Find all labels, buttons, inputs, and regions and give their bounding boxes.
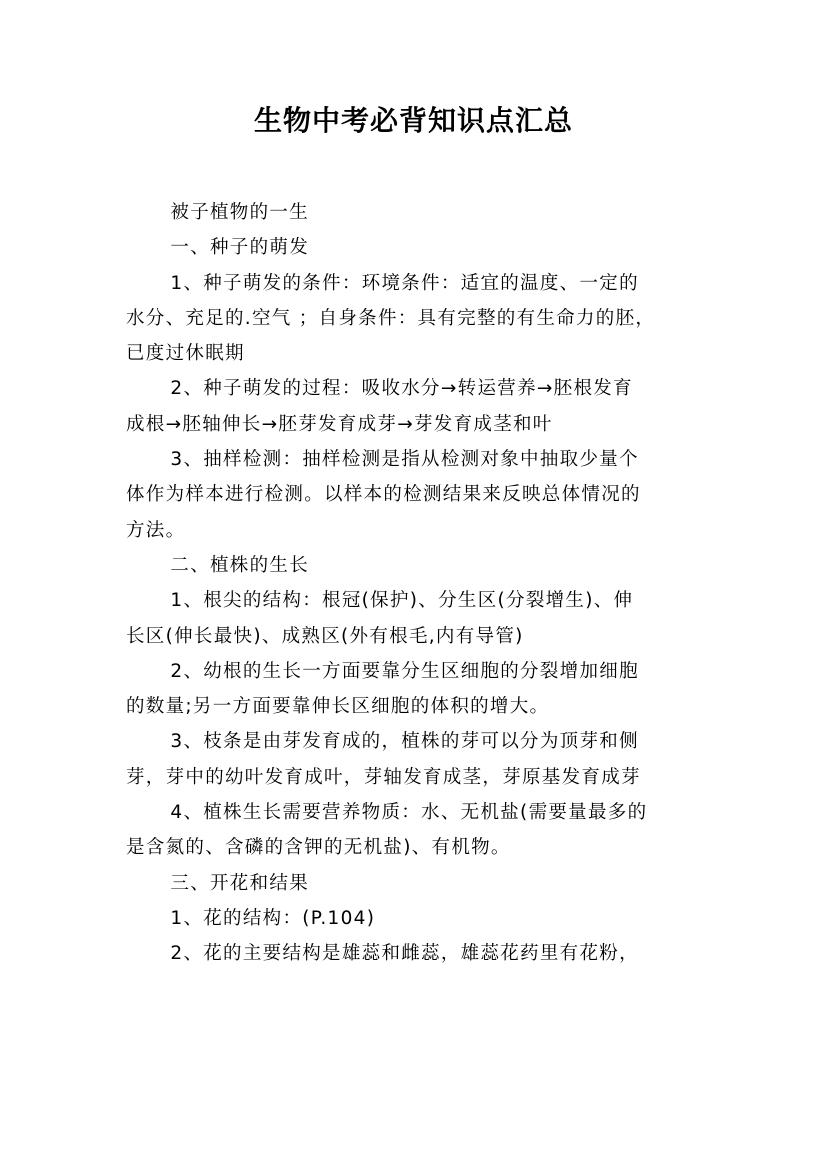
paragraph bbox=[126, 583, 706, 654]
text-line: 3、枝条是由芽发育成的，植株的芽可以分为顶芽和侧 bbox=[170, 731, 639, 753]
text-line: 芽，芽中的幼叶发育成叶，芽轴发育成茎，芽原基发育成芽 bbox=[126, 766, 641, 788]
document-title: 生物中考必背知识点汇总 bbox=[253, 104, 573, 137]
text-line: 成根→胚轴伸长→胚芽发育成芽→芽发育成茎和叶 bbox=[126, 413, 553, 435]
paragraph bbox=[126, 442, 706, 548]
paragraph bbox=[126, 266, 706, 372]
paragraph bbox=[126, 654, 706, 725]
text-line: 3、抽样检测：抽样检测是指从检测对象中抽取少量个 bbox=[170, 449, 639, 471]
paragraph bbox=[126, 724, 706, 795]
text-line: 2、种子萌发的过程：吸收水分→转运营养→胚根发育 bbox=[170, 378, 633, 400]
text-line: 三、开花和结果 bbox=[170, 872, 309, 894]
document-body bbox=[126, 195, 706, 972]
text-line: 1、种子萌发的条件：环境条件：适宜的温度、一定的 bbox=[170, 272, 639, 294]
text-line: 1、根尖的结构：根冠(保护)、分生区(分裂增生)、伸 bbox=[170, 590, 634, 612]
text-line: 已度过休眠期 bbox=[126, 343, 245, 365]
text-line: 方法。 bbox=[126, 519, 186, 541]
text-line: 水分、充足的.空气 ；自身条件：具有完整的有生命力的胚， bbox=[126, 307, 656, 329]
paragraph bbox=[126, 195, 706, 230]
paragraph bbox=[126, 795, 706, 866]
text-line: 2、幼根的生长一方面要靠分生区细胞的分裂增加细胞 bbox=[170, 660, 639, 682]
paragraph bbox=[126, 901, 706, 936]
text-line: 2、花的主要结构是雄蕊和雌蕊，雄蕊花药里有花粉， bbox=[170, 943, 639, 965]
text-line: 体作为样本进行检测。以样本的检测结果来反映总体情况的 bbox=[126, 484, 641, 506]
text-line: 是含氮的、含磷的含钾的无机盐)、有机物。 bbox=[126, 837, 511, 859]
section-heading bbox=[126, 230, 706, 265]
paragraph bbox=[126, 371, 706, 442]
paragraph bbox=[126, 936, 706, 971]
text-line: 4、植株生长需要营养物质：水、无机盐(需要量最多的 bbox=[170, 802, 648, 824]
text-line: 被子植物的一生 bbox=[170, 202, 309, 223]
text-line: 二、植株的生长 bbox=[170, 554, 309, 576]
section-heading bbox=[126, 548, 706, 583]
text-line: 1、花的结构：(P.104) bbox=[170, 907, 376, 929]
section-heading bbox=[126, 866, 706, 901]
text-line: 一、种子的萌发 bbox=[170, 237, 309, 259]
text-line: 长区(伸长最快)、成熟区(外有根毛,内有导管) bbox=[126, 625, 524, 647]
text-line: 的数量;另一方面要靠伸长区细胞的体积的增大。 bbox=[126, 696, 550, 718]
